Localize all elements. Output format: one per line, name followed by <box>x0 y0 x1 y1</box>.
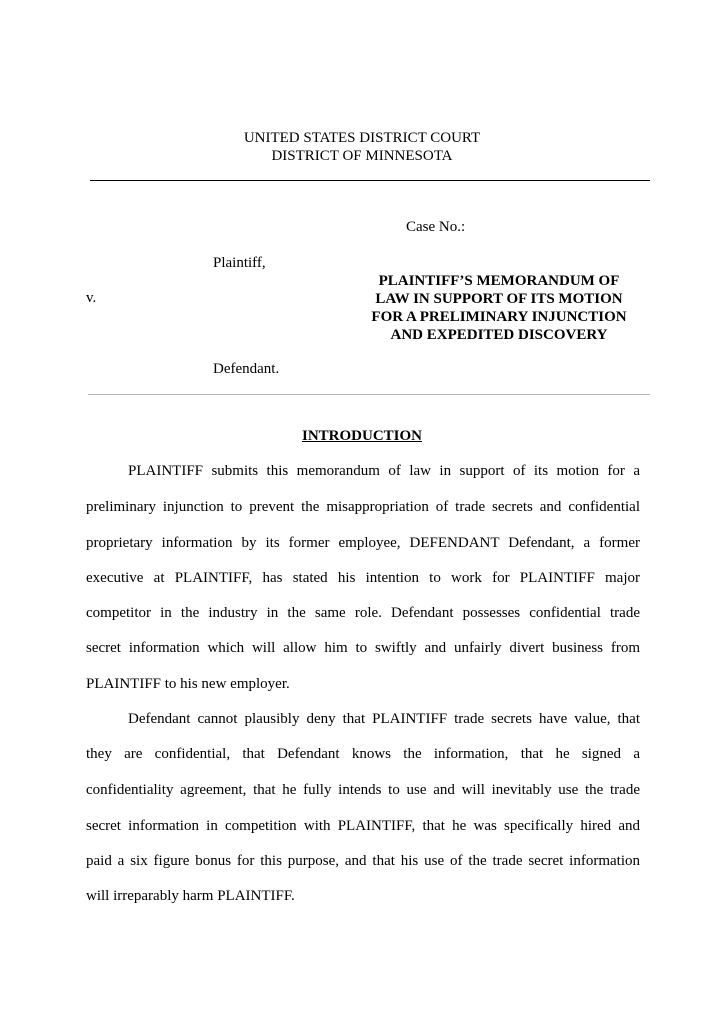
paragraph-1-line: proprietary information by its former employee, DEFENDANT Defendant, a former <box>86 535 640 551</box>
paragraph-1-line: executive at PLAINTIFF, has stated his intention to work for PLAINTIFF major <box>86 570 640 586</box>
case-number-label: Case No.: <box>406 219 466 235</box>
paragraph-2-line: secret information in competition with PLAINTIFF, that he was specifically hired and <box>86 818 640 834</box>
paragraph-2-line: will irreparably harm PLAINTIFF. <box>86 888 295 904</box>
court-name: UNITED STATES DISTRICT COURT <box>243 130 481 146</box>
motion-title-line: AND EXPEDITED DISCOVERY <box>390 327 608 343</box>
plaintiff-label: Plaintiff, <box>213 255 266 271</box>
paragraph-2-line: paid a six figure bonus for this purpose, and that his use of the trade secret information <box>86 853 640 869</box>
motion-title-line: LAW IN SUPPORT OF ITS MOTION <box>375 291 623 307</box>
section-heading: INTRODUCTION <box>301 428 422 444</box>
paragraph-2-line: Defendant cannot plausibly deny that PLAINTIFF trade secrets have value, that <box>128 711 640 727</box>
paragraph-2-line: they are confidential, that Defendant knows the information, that he signed a <box>86 746 640 762</box>
motion-title-line: FOR A PRELIMINARY INJUNCTION <box>371 309 627 325</box>
paragraph-2-line: confidentiality agreement, that he fully intends to use and will inevitably use the trade <box>86 782 640 798</box>
defendant-label: Defendant. <box>213 361 280 377</box>
versus-label: v. <box>86 290 97 306</box>
motion-title-line: PLAINTIFF’S MEMORANDUM OF <box>378 273 620 289</box>
paragraph-1-line: secret information which will allow him to swiftly and unfairly divert business from <box>86 640 640 656</box>
paragraph-1-line: PLAINTIFF to his new employer. <box>86 676 290 692</box>
paragraph-1-line: preliminary injunction to prevent the misappropriation of trade secrets and confidential <box>86 499 640 515</box>
motion-title <box>350 272 648 344</box>
caption-top-divider <box>90 180 650 181</box>
caption-bottom-divider <box>88 394 650 395</box>
court-district: DISTRICT OF MINNESOTA <box>271 148 453 164</box>
paragraph-1-line: competitor in the industry in the same role. Defendant possesses confidential trade <box>86 605 640 621</box>
paragraph-1-line: PLAINTIFF submits this memorandum of law in support of its motion for a <box>128 463 640 479</box>
